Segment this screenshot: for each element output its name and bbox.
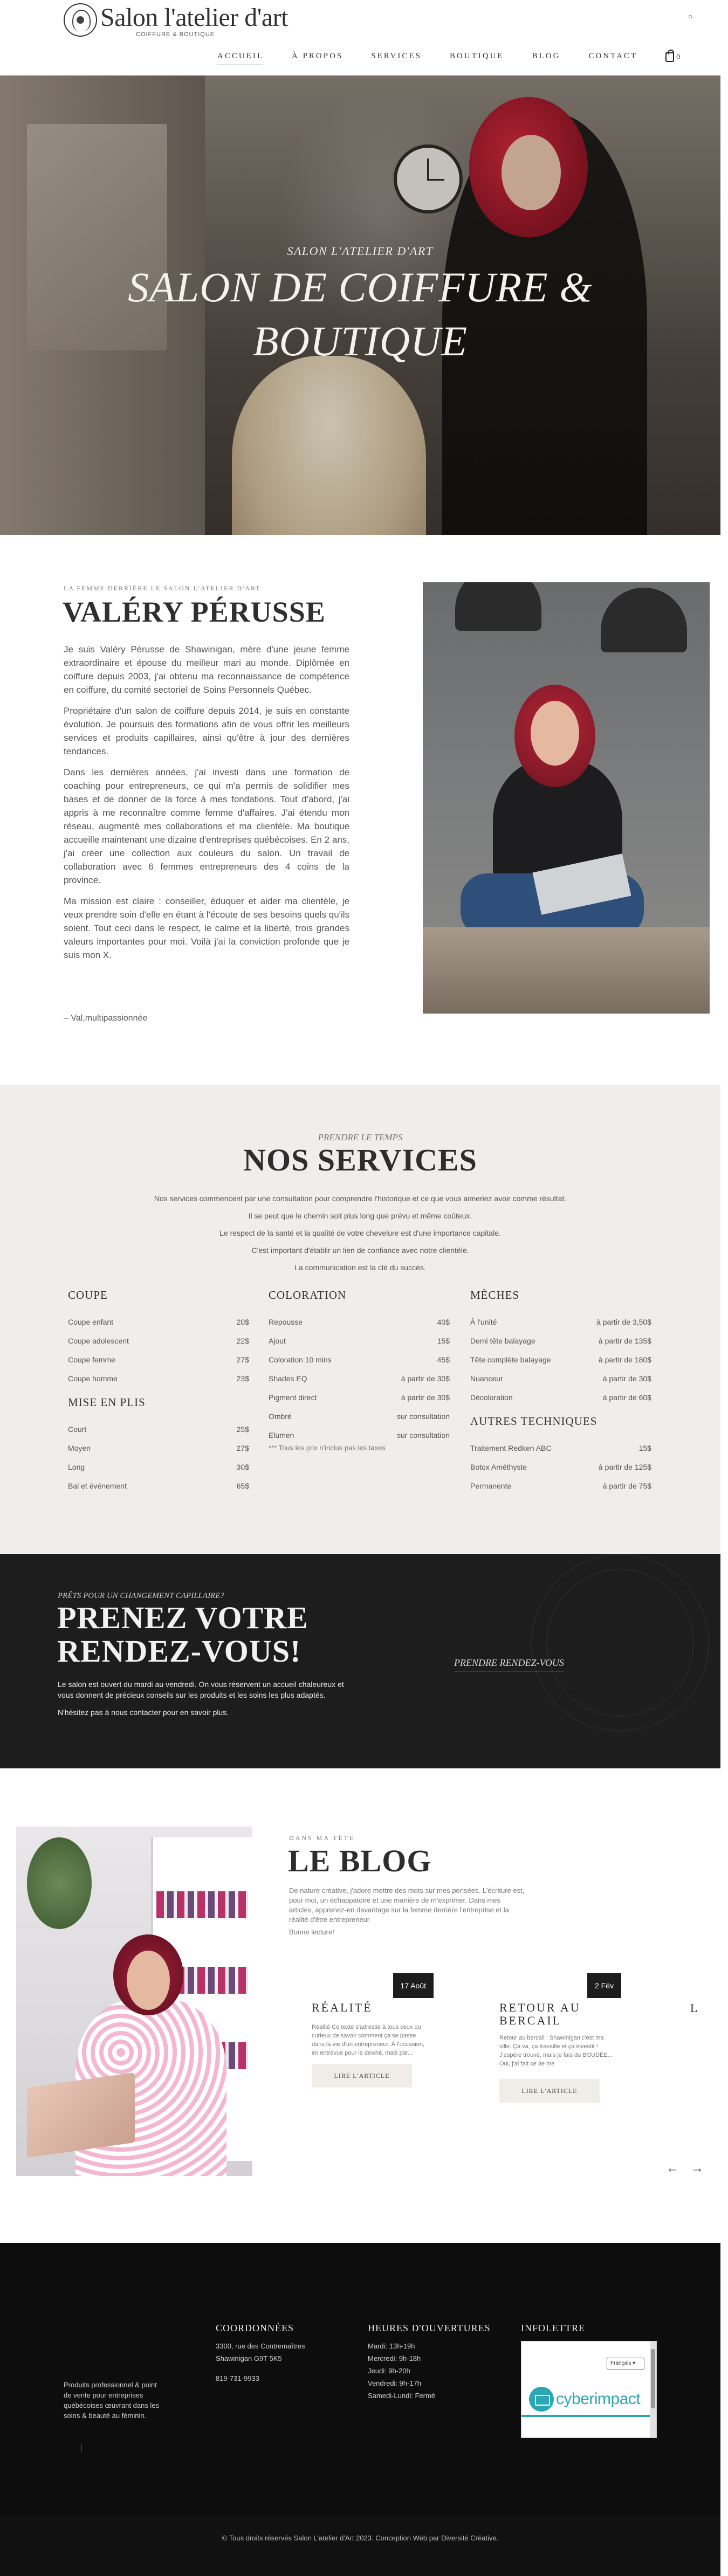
blog-post-card[interactable] [479,1973,623,2113]
appointment-paragraph: Le salon est ouvert du mardi au vendredi. On vous réservent un accueil chaleureux et vous donnent de précieux conseils sur les produits et les soins les plus adaptés. [58,1680,344,1699]
logo-name: Salon l'atelier d'art [100,3,288,32]
post-date-badge: 17 Août [393,1973,434,1998]
service-price: 30$ [236,1463,249,1471]
service-name: À l'unité [470,1318,497,1326]
nav-blog[interactable]: BLOG [532,52,561,60]
service-row [68,1351,249,1369]
hero-title [0,260,720,368]
cart-count: 0 [676,53,681,61]
appointment-paragraph: N'hésitez pas à nous contacter pour en savoir plus. [58,1708,229,1717]
service-price: 23$ [236,1374,249,1383]
service-group-heading: MÈCHES [470,1289,520,1301]
service-row [470,1332,651,1351]
services-column-3 [470,1289,651,1496]
logo-emblem-icon [64,3,97,37]
service-name: Traitement Redken ABC [470,1444,552,1452]
address-line: 3300, rue des Contremaîtres [216,2342,305,2350]
service-row [470,1439,651,1458]
cart-button[interactable] [665,52,680,62]
envelope-icon [529,2387,554,2412]
address-line: Shawinigan G9T 5K5 [216,2354,282,2363]
service-name: Long [68,1463,85,1471]
nav-a-propos[interactable]: À PROPOS [292,52,344,60]
widget-accent-bar [521,2415,651,2417]
logo-watermark-icon [531,1554,709,1732]
service-price: 22$ [236,1337,249,1345]
service-price: 25$ [236,1425,249,1434]
services-section [0,1085,720,1554]
service-price: à partir de 180$ [598,1355,651,1364]
plant-image [27,1837,92,1929]
service-row [470,1458,651,1477]
next-post-peek: L [690,2001,698,2015]
service-price: 27$ [236,1444,249,1452]
blog-post-card[interactable] [291,1973,436,2113]
read-article-button[interactable]: LIRE L'ARTICLE [312,2064,412,2088]
service-price: 15$ [638,1444,651,1452]
book-appointment-link[interactable]: PRENDRE RENDEZ-VOUS [454,1657,564,1671]
about-paragraph: Dans les dernières années, j'ai investi dans une formation de coaching pour entrepreneurs, ce qui m'a permis de solidifier mes bases et de donner de la force à mes fondations. Tout d'abord, j'ai appris à me reconnaître comme femme d'affaires. J'ai étendu mon réseau, augmenté mes collaborations et ma clientèle. Ma boutique accueille maintenant une dizaine d'entreprises québécoises. En 2 ans, j'ai créer une collection aux couleurs du salon. Un travail de collaboration avec 6 femmes entrepreneurs des 4 coins de la province. [64,767,349,885]
nav-services[interactable]: SERVICES [371,52,422,60]
pendant-lamp-image [601,588,687,652]
service-price: à partir de 3,50$ [596,1318,651,1326]
blog-feature-image [16,1827,252,2176]
service-row [68,1369,249,1388]
hours-line: Mardi: 13h-19h [368,2342,415,2350]
blog-thanks: Bonne lecture! [289,1928,334,1936]
tax-note: *** Tous les prix n'inclus pas les taxes [269,1444,386,1452]
service-group-heading: AUTRES TECHNIQUES [470,1415,597,1428]
post-date-badge: 2 Fév [587,1973,621,1998]
hero-title-line-2: BOUTIQUE [253,318,468,364]
site-header [0,0,720,75]
service-price: 40$ [437,1318,450,1326]
hours-line: Samedi-Lundi: Fermé [368,2392,435,2400]
services-intro-line: Le respect de la santé et la qualité de votre chevelure est d'une importance capitale. [219,1229,501,1237]
footer-address [216,2340,305,2385]
service-row [470,1477,651,1496]
blog-photo-face [127,1951,170,2010]
footer-newsletter-heading: INFOLETTRE [521,2323,585,2333]
service-price: à partir de 60$ [602,1393,651,1402]
service-row [68,1332,249,1351]
service-row [68,1439,249,1458]
services-column-1 [68,1289,249,1496]
service-price: à partir de 125$ [598,1463,651,1471]
post-excerpt: Retour au bercail : Shawinigan c'est ma ville. Ça va, ça travaille et ça investit ! J'espère trouvé, mais je fais du BOUDÉE... Oui, j'ai fait ce 3e me [499,2035,613,2067]
service-price: 15$ [437,1337,450,1345]
service-name: Coupe enfant [68,1318,114,1326]
search-icon[interactable]: ○ [688,12,693,20]
service-price: 45$ [437,1355,450,1364]
hero-banner [0,75,720,535]
post-title[interactable]: RETOUR AU BERCAIL [499,2001,581,2027]
blog-section [0,1768,720,2243]
page-gutter [720,0,728,2576]
service-name: Ajout [269,1337,286,1345]
service-price: à partir de 30$ [401,1374,450,1383]
services-title: NOS SERVICES [243,1142,477,1177]
post-title[interactable]: RÉALITÉ [312,2001,373,2014]
carousel-controls [666,2161,716,2176]
arrow-left-icon[interactable]: ← [666,2161,679,2175]
service-row [68,1313,249,1332]
service-name: Moyen [68,1444,91,1452]
services-intro [0,1190,720,1276]
service-name: Coupe homme [68,1374,118,1383]
service-price: 65$ [236,1482,249,1490]
services-kicker: PRENDRE LE TEMPS [318,1132,403,1142]
about-text [64,643,349,969]
logo-text [100,3,288,38]
service-name: Pigment direct [269,1393,317,1402]
service-row [470,1351,651,1369]
services-intro-line: La communication est la clé du succès. [294,1263,426,1272]
copyright-text: © Tous droits réservés Salon L'atelier d'Art 2023. Conception Web par Diversité Créative. [222,2534,499,2542]
footer-coords-heading: COORDONNÉES [216,2323,294,2333]
service-row [68,1477,249,1496]
service-row [68,1458,249,1477]
about-label: LA FEMME DERRIÈRE LE SALON L'ATELIER D'ART [64,584,261,592]
widget-brand: cyberimpact [556,2390,641,2408]
main-nav [217,52,680,65]
service-name: Repousse [269,1318,303,1326]
service-name: Nuanceur [470,1374,503,1383]
service-row [470,1388,651,1407]
service-row [269,1351,450,1369]
appointment-kicker: PRÊTS POUR UN CHANGEMENT CAPILLAIRE? [58,1592,224,1600]
service-price: sur consultation [396,1412,450,1421]
service-row [269,1388,450,1407]
service-price: à partir de 30$ [602,1374,651,1383]
hero-kicker: SALON L'ATELIER D'ART [287,244,434,258]
blog-intro: De nature créative, j'adore mettre des mots sur mes pensées. L'écriture est, pour moi, un échappatoire et une manière de m'exprimer. Dans mes articles, apprenez-en davantage sur la femme derrière l'entreprise et la réalité d'être entrepreneur. [289,1886,525,1924]
service-price: à partir de 135$ [598,1337,651,1345]
about-section [0,535,720,1085]
service-name: Botox Améthyste [470,1463,527,1471]
about-paragraph: Propriétaire d'un salon de coiffure depuis 2014, je suis en constante évolution. Je poursuis des formations afin de vous offrir les meilleurs services et produits capillaires, ainsi qu'être à jour des dernières tendances. [64,706,349,756]
service-name: Bal et événement [68,1482,127,1490]
footer-hours-heading: HEURES D'OUVERTURES [368,2323,491,2333]
service-row [269,1313,450,1332]
footer-about: Produits professionnel & point de vente pour entreprises québécoises œuvrant dans les soins & beauté au féminin. [64,2381,160,2420]
copyright-bar [0,2516,720,2576]
service-name: Court [68,1425,87,1434]
service-name: Shades EQ [269,1374,307,1383]
services-intro-line: Nos services commencent par une consultation pour comprendre l'historique et ce que vous aimeriez avoir comme résultat. [154,1194,567,1203]
owner-portrait-image [423,582,710,1014]
arrow-right-icon[interactable]: → [691,2161,704,2175]
blog-kicker: DANS MA TÊTE [289,1834,355,1842]
service-row [269,1369,450,1388]
about-paragraph: Je suis Valéry Pérusse de Shawinigan, mère d'une jeune femme extraordinaire et épouse du meilleur mari au monde. Diplômée en coiffure depuis 2003, j'ai obtenu ma reconnaissance de compétence en coiffure, du comité sectoriel de Soins Personnels Québec. [64,644,349,695]
about-title: VALÉRY PÉRUSSE [63,596,326,628]
about-signature: – Val,multipassionnée [64,1014,148,1023]
hero-title-line-1: SALON DE COIFFURE & [128,264,593,311]
language-select[interactable]: Français ▾ [607,2358,644,2370]
service-row [68,1420,249,1439]
service-row [269,1332,450,1351]
service-name: Coloration 10 mins [269,1355,332,1364]
service-price: à partir de 75$ [602,1482,651,1490]
widget-scrollbar[interactable] [650,2341,656,2437]
service-group-heading: COUPE [68,1289,108,1301]
service-name: Décoloration [470,1393,513,1402]
service-price: 27$ [236,1355,249,1364]
service-name: Elumen [269,1431,294,1439]
portrait-face [531,701,579,766]
site-footer [0,2243,720,2516]
nav-contact[interactable]: CONTACT [588,52,638,60]
newsletter-widget[interactable] [521,2341,657,2438]
portrait-desk [423,927,710,1014]
service-name: Demi tête balayage [470,1337,535,1345]
shopping-bag-icon [665,52,674,62]
read-article-button[interactable]: LIRE L'ARTICLE [499,2079,600,2103]
service-price: à partir de 30$ [401,1393,450,1402]
service-price: sur consultation [396,1431,450,1439]
post-excerpt: Réalité Ce texte s'adresse à tous ceux ou curieux de savoir comment ça se passe dans la vie d'un entrepreneur. À l'occasion, en entrevue pour le dewhé, mais par... [312,2024,425,2056]
service-name: Permanente [470,1482,512,1490]
blog-title: LE BLOG [288,1843,432,1878]
pendant-lamp-image [455,582,541,631]
language-select-value: Français [610,2360,631,2366]
service-group-heading: MISE EN PLIS [68,1396,146,1409]
service-name: Ombré [269,1412,292,1421]
nav-boutique[interactable]: BOUTIQUE [449,52,504,60]
nav-accueil[interactable]: ACCUEIL [217,52,264,65]
service-name: Coupe femme [68,1355,115,1364]
services-intro-line: C'est important d'établir un lien de confiance avec notre clientèle. [251,1246,469,1255]
cyberimpact-logo [529,2387,640,2412]
hours-line: Jeudi: 9h-20h [368,2367,410,2375]
product-bottles-image [156,1891,248,1918]
service-group-heading: COLORATION [269,1289,347,1301]
service-row [470,1313,651,1332]
service-name: Tête complète balayage [470,1355,551,1364]
appointment-text [58,1679,360,1724]
service-row [269,1426,450,1445]
service-row [269,1407,450,1426]
logo-tagline: COIFFURE & BOUTIQUE [136,31,215,38]
services-column-2 [269,1289,450,1452]
appointment-title: PRENEZ VOTRE RENDEZ-VOUS! [57,1600,308,1669]
service-price: 20$ [236,1318,249,1326]
service-name: Coupe adolescent [68,1337,129,1345]
hours-line: Mercredi: 9h-18h [368,2354,421,2363]
hours-line: Vendredi: 9h-17h [368,2379,422,2387]
appointment-section [0,1554,720,1768]
services-intro-line: Il se peut que le chemin soit plus long que prévu et même coûteux. [248,1211,472,1220]
about-paragraph: Ma mission est claire : conseiller, éduquer et aider ma clientèle, je veux prendre soin d'elle en étant à l'écoute de ses besoins quels qu'ils soient. Tout ceci dans le respect, le calme et la liberté, trois grandes valeurs importantes pour moi. Voilà j'ai la conviction profonde que je suis mon X. [64,896,349,960]
logo[interactable] [64,3,288,38]
footer-hours [368,2340,435,2402]
phone-link[interactable]: 819-731-9933 [216,2374,259,2382]
service-row [470,1369,651,1388]
